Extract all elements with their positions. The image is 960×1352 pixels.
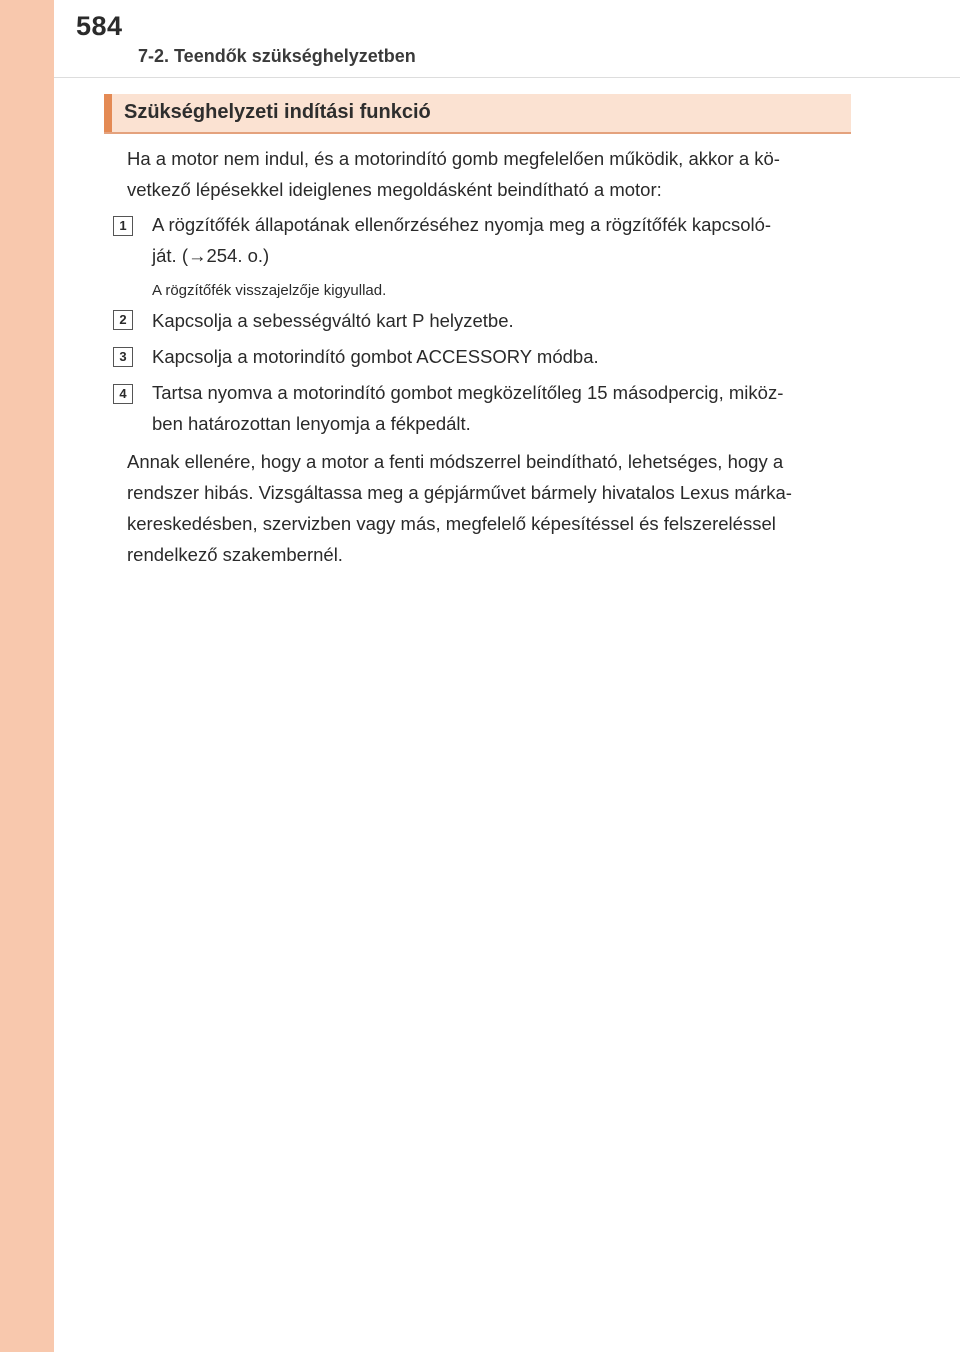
page-number: 584 bbox=[76, 11, 123, 41]
section-heading bbox=[104, 94, 851, 134]
closing-line: Annak ellenére, hogy a motor a fenti módszerrel beindítható, lehetséges, hogy a bbox=[127, 451, 784, 472]
closing-paragraph bbox=[127, 446, 847, 570]
closing-line: kereskedésben, szervizben vagy más, megfelelő képesítéssel és felszereléssel bbox=[127, 513, 776, 534]
step-line: ben határozottan lenyomja a fékpedált. bbox=[152, 413, 471, 434]
step-number-badge: 4 bbox=[113, 384, 133, 404]
step-note: A rögzítőfék visszajelzője kigyullad. bbox=[152, 282, 387, 299]
side-color-band bbox=[0, 0, 54, 1352]
closing-line: rendszer hibás. Vizsgáltassa meg a gépjárművet bármely hivatalos Lexus márka- bbox=[127, 482, 792, 503]
intro-line: vetkező lépésekkel ideiglenes megoldásként beindítható a motor: bbox=[127, 179, 662, 200]
step-number-badge: 2 bbox=[113, 310, 133, 330]
step-text: Kapcsolja a motorindító gombot ACCESSORY módba. bbox=[152, 346, 599, 367]
header-divider bbox=[54, 77, 960, 78]
step-number-badge: 1 bbox=[113, 216, 133, 236]
chapter-title: 7-2. Teendők szükséghelyzetben bbox=[138, 46, 416, 66]
intro-paragraph bbox=[127, 143, 847, 205]
step-text: Kapcsolja a sebességváltó kart P helyzetbe. bbox=[152, 310, 514, 331]
section-heading-title: Szükséghelyzeti indítási funkció bbox=[124, 101, 431, 123]
step-line: Tartsa nyomva a motorindító gombot megközelítőleg 15 másodpercig, miköz- bbox=[152, 382, 784, 403]
step-text bbox=[152, 377, 847, 439]
step-line: ját. (→254. o.) bbox=[152, 245, 270, 266]
step-text bbox=[152, 209, 847, 271]
step-number-badge: 3 bbox=[113, 347, 133, 367]
section-heading-accent bbox=[104, 94, 112, 132]
intro-line: Ha a motor nem indul, és a motorindító gomb megfelelően működik, akkor a kö- bbox=[127, 148, 780, 169]
step-line: A rögzítőfék állapotának ellenőrzéséhez nyomja meg a rögzítőfék kapcsoló- bbox=[152, 214, 772, 235]
closing-line: rendelkező szakembernél. bbox=[127, 544, 343, 565]
